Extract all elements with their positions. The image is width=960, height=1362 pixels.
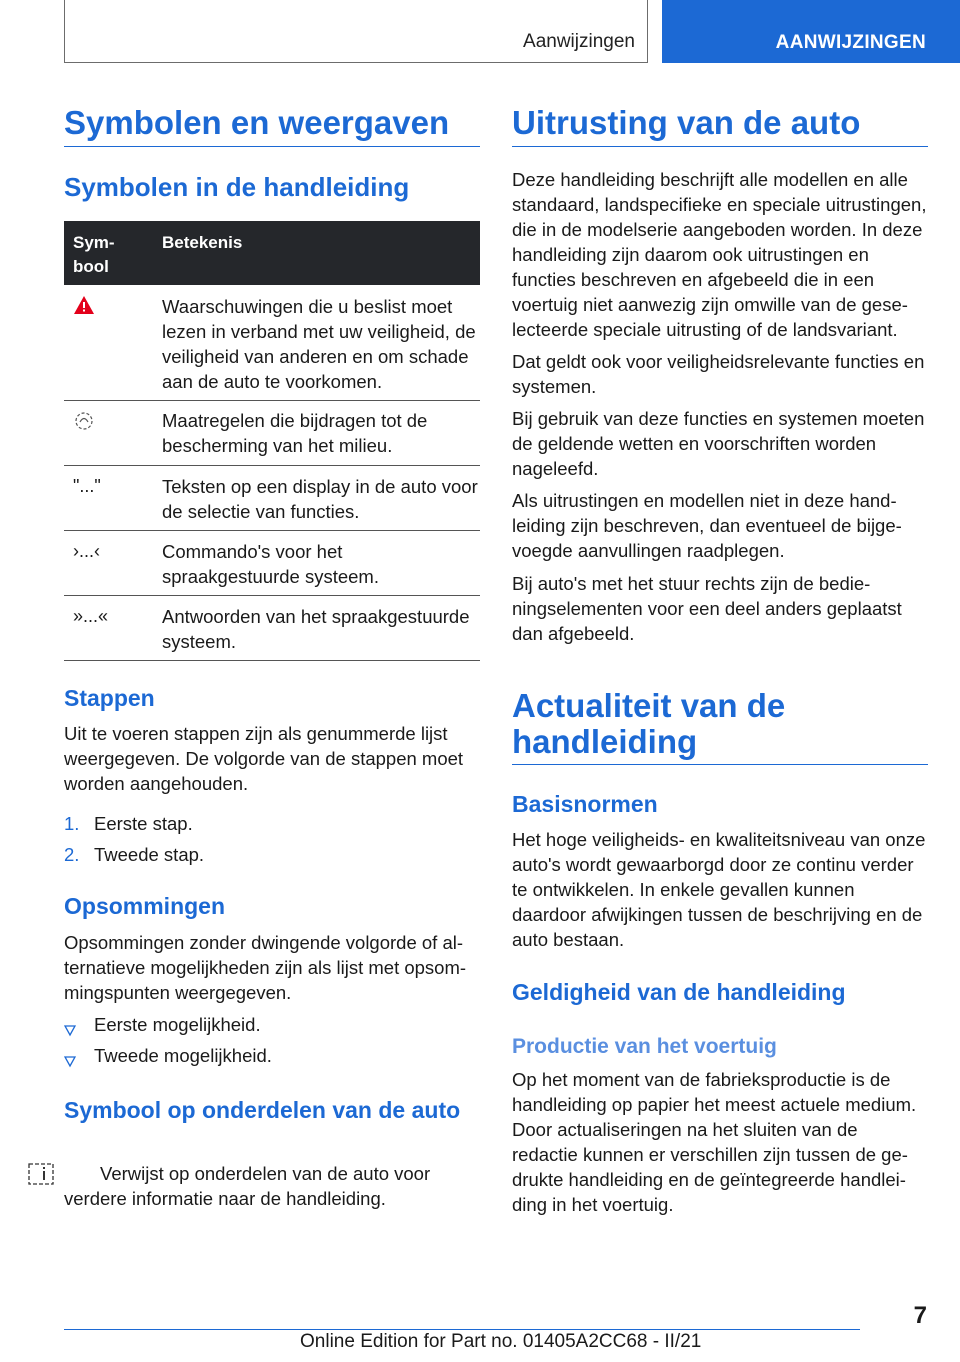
subheading-production: Productie van het voertuig	[512, 1035, 777, 1058]
table-cell-symbol: ›...‹	[73, 541, 100, 561]
paragraph: Bij gebruik van deze functies en systemen moeten de geldende wetten en voorschriften worden nageleefd.	[512, 408, 925, 479]
enumerations-intro: Opsommingen zonder dwingende volgorde of alternatieve mogelijkheden zijn als lijst met opsommingspunten weergegeven.	[64, 932, 467, 1003]
paragraph: Deze handleiding beschrijft alle modellen en alle standaard, landspecifieke en speciale uitrustingen, die in de modelserie aangeboden worden. In deze handleiding zijn daarom ook uitrustingen en functies beschreven en afgebeeld die in een voertuig niet aanwezig zijn omwille van de geselecteerde speciale uitrusting of de landsvariant.	[512, 169, 927, 340]
list-text: Eerste stap.	[94, 813, 193, 834]
table-row	[64, 531, 480, 596]
list-number: 2.	[64, 844, 80, 865]
table-cell-meaning: Maatregelen die bijdragen tot de bescherming van het milieu.	[162, 410, 428, 456]
section-heading-enumerations: Opsommingen	[64, 893, 226, 919]
section-heading-part-symbol: Symbool op onderdelen van de auto	[64, 1097, 461, 1123]
table-header	[64, 221, 480, 285]
table-row	[64, 401, 480, 466]
table-row	[64, 596, 480, 661]
title-rule-left	[64, 146, 480, 147]
basis-text: Het hoge veiligheids- en kwaliteitsniveau van onze auto's wordt gewaarborgd door ze continu verder te ontwikkelen. In enkele gevallen kunnen daardoor afwijkingen tussen de beschrijving en de auto bestaan.	[512, 829, 926, 950]
table-cell-symbol: "..."	[73, 476, 101, 496]
symbols-table	[64, 221, 480, 661]
table-cell-meaning: Antwoorden van het spraakgestuurde systeem.	[162, 606, 470, 652]
warning-triangle-icon	[73, 295, 95, 322]
paragraph: Dat geldt ook voor veiligheidsrelevante functies en systemen.	[512, 351, 925, 397]
header-section-box	[64, 0, 648, 63]
steps-intro: Uit te voeren stappen zijn als genummerde lijst weergegeven. De volgorde van de stappen moet worden aangehouden.	[64, 723, 464, 794]
table-header-symbol: Sym- bool	[73, 233, 115, 276]
table-cell-meaning: Commando's voor het spraakgestuurde systeem.	[162, 541, 379, 587]
footer-rule	[64, 1329, 860, 1330]
section-heading-validity: Geldigheid van de handleiding	[512, 979, 846, 1005]
page-title-right: Uitrusting van de auto	[512, 104, 861, 141]
section-heading-steps: Stappen	[64, 685, 155, 711]
page-number: 7	[913, 1302, 927, 1329]
table-row	[64, 466, 480, 531]
table-cell-meaning: Teksten op een display in de auto voor de selectie van functies.	[162, 476, 478, 522]
triangle-bullet-icon	[64, 1018, 76, 1043]
paragraph: Bij auto's met het stuur rechts zijn de bedieningselementen voor een deel anders geplaatst dan afgebeeld.	[512, 573, 902, 644]
table-row	[64, 285, 480, 401]
header-chapter-title: AANWIJZINGEN	[775, 32, 926, 53]
header-chapter-tab	[662, 0, 960, 63]
paragraph: Als uitrustingen en modellen niet in deze handleiding zijn beschreven, dan eventueel de bijgevoegde aanvullingen raadplegen.	[512, 490, 902, 561]
title-rule-actuality	[512, 764, 928, 765]
section-title-actuality: Actualiteit van de handleiding	[512, 687, 786, 760]
section-heading-symbols: Symbolen in de handleiding	[64, 172, 410, 202]
page-title-left: Symbolen en weergaven	[64, 104, 450, 141]
part-symbol-description: Verwijst op onderdelen van de auto voor verdere informatie naar de handleiding.	[64, 1163, 431, 1209]
list-number: 1.	[64, 813, 80, 834]
environment-icon	[73, 410, 95, 439]
header-section-title: Aanwijzingen	[523, 31, 635, 52]
title-rule-right	[512, 146, 928, 147]
production-text: Op het moment van de fabrieksproductie is de handleiding op papier het meest actuele medium. Door actualiseringen na het sluiten van de redactie kunnen er verschillen zijn tussen de gedrukte handleiding en de geïntegreerde handleiding in het voertuig.	[512, 1069, 917, 1215]
table-header-meaning: Betekenis	[162, 233, 243, 252]
section-heading-basis: Basisnormen	[512, 791, 658, 817]
list-text: Tweede mogelijkheid.	[94, 1045, 272, 1066]
book-symbol-icon	[28, 1163, 54, 1191]
table-cell-meaning: Waarschuwingen die u beslist moet lezen in verband met uw veiligheid, de veiligheid van anderen en om schade aan de auto te voorkomen.	[162, 296, 476, 392]
table-cell-symbol: »...«	[73, 606, 109, 626]
list-text: Eerste mogelijkheid.	[94, 1014, 261, 1035]
footer-edition: Online Edition for Part no. 01405A2CC68 - II/21	[300, 1331, 702, 1352]
part-symbol-text	[64, 1161, 480, 1211]
list-text: Tweede stap.	[94, 844, 205, 865]
triangle-bullet-icon	[64, 1049, 76, 1074]
